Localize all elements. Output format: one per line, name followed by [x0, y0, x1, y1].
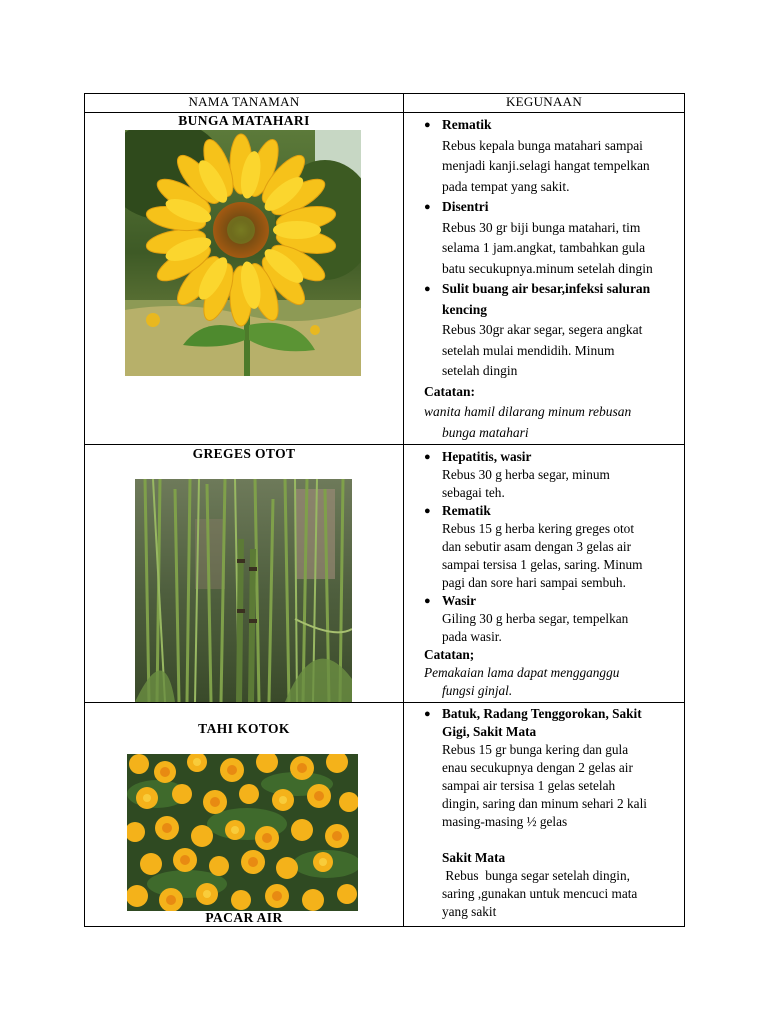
table-row: [85, 445, 685, 703]
text-line: setelah dingin: [442, 363, 518, 378]
text-line: menjadi kanji.selagi hangat tempelkan: [442, 158, 650, 173]
bullet-icon: ●: [424, 595, 431, 607]
text-line: Rebus bunga segar setelah dingin,: [442, 868, 630, 883]
text-line: pada wasir.: [442, 629, 502, 644]
text-line: bunga matahari: [442, 424, 529, 440]
text-line: Pemakaian lama dapat mengganggu: [424, 665, 620, 680]
use-heading: Wasir: [442, 593, 476, 608]
list-item: [422, 502, 678, 520]
use-heading: Rematik: [442, 117, 492, 132]
text-line: sampai tersisa 1 gelas, saring. Minum: [442, 557, 643, 572]
text-line: selama 1 jam.angkat, tambahkan gula: [442, 240, 646, 255]
list-item: [422, 279, 678, 320]
bullet-icon: ●: [424, 283, 431, 295]
use-description: [422, 320, 678, 382]
plant-cell-bunga-matahari: [85, 113, 404, 445]
text-line: pagi dan sore hari sampai sembuh.: [442, 575, 626, 590]
text-line: Rebus 15 gr bunga kering dan gula: [442, 742, 629, 757]
text-line: setelah mulai mendidih. Minum: [442, 342, 615, 358]
plant-name: GREGES OTOT: [192, 446, 296, 461]
table-row: [85, 113, 685, 445]
use-heading: Batuk, Radang Tenggorokan, Sakit: [442, 706, 642, 721]
text-line: fungsi ginjal.: [442, 683, 513, 698]
use-heading: Sakit Mata: [442, 850, 506, 865]
text-line: batu secukupnya.minum setelah dingin: [442, 260, 653, 276]
bullet-icon: ●: [424, 505, 431, 517]
text-line: wanita hamil dilarang minum rebusan: [424, 404, 632, 419]
text-line: Rebus 30gr akar segar, segera angkat: [442, 322, 643, 337]
text-line: dan sebutir asam dengan 3 gelas air: [442, 539, 632, 554]
sunflower-photo: [125, 130, 361, 376]
text-line: enau secukupnya dengan 2 gelas air: [442, 760, 633, 775]
text-line: sampai air tersisa 1 gelas setelah: [442, 778, 616, 793]
text-line: saring ,gunakan untuk mencuci mata: [442, 886, 638, 901]
text-line: sebagai teh.: [442, 485, 505, 500]
spacer: [422, 831, 678, 849]
use-heading: Rematik: [442, 503, 491, 518]
use-heading: Hepatitis, wasir: [442, 449, 532, 464]
text-line: yang sakit: [442, 904, 497, 919]
uses-cell-tahi-kotok: [404, 703, 685, 927]
uses-cell-greges-otot: [404, 445, 685, 703]
note-text: [424, 402, 678, 443]
list-item: [422, 592, 678, 610]
plant-cell-greges-otot: [85, 445, 404, 703]
list-item: [422, 115, 678, 136]
use-heading: Sulit buang air besar,infeksi saluran: [442, 281, 651, 296]
plant-cell-tahi-kotok: [85, 703, 404, 927]
text-line: Rebus 15 g herba kering greges otot: [442, 521, 635, 536]
use-description: [422, 466, 678, 502]
list-item: [422, 197, 678, 218]
use-description: [422, 867, 678, 921]
text-line: masing-masing ½ gelas: [442, 814, 568, 829]
use-heading: kencing: [442, 301, 488, 317]
list-item: [422, 705, 678, 741]
note-label: Catatan:: [424, 383, 475, 399]
marigold-photo: [127, 754, 358, 911]
list-item: [422, 448, 678, 466]
text-line: Giling 30 g herba segar, tempelkan: [442, 611, 629, 626]
bullet-icon: ●: [424, 201, 431, 213]
use-description: [422, 218, 678, 280]
uses-cell-bunga-matahari: [404, 113, 685, 445]
text-line: Rebus 30 g herba segar, minum: [442, 467, 610, 482]
use-heading: Disentri: [442, 199, 489, 214]
plant-table: [84, 93, 685, 927]
table-header-row: [85, 94, 685, 113]
horsetail-photo: [135, 479, 352, 702]
table-row: [85, 703, 685, 927]
use-description: [422, 136, 678, 198]
note-text: [424, 664, 678, 700]
note-label: Catatan;: [424, 647, 475, 662]
header-kegunaan: KEGUNAAN: [404, 94, 685, 113]
use-description: [422, 520, 678, 592]
plant-name: TAHI KOTOK: [198, 721, 290, 736]
plant-name-2: PACAR AIR: [205, 910, 283, 925]
text-line: Rebus kepala bunga matahari sampai: [442, 137, 643, 153]
use-heading: Gigi, Sakit Mata: [442, 724, 537, 739]
header-nama-tanaman: NAMA TANAMAN: [85, 94, 404, 113]
text-line: pada tempat yang sakit.: [442, 178, 570, 194]
use-description: [422, 741, 678, 831]
text-line: Rebus 30 gr biji bunga matahari, tim: [442, 219, 641, 235]
use-description: [422, 610, 678, 646]
bullet-icon: ●: [424, 708, 431, 720]
text-line: dingin, saring dan minum sehari 2 kali: [442, 796, 647, 811]
plant-name: BUNGA MATAHARI: [178, 113, 310, 128]
bullet-icon: ●: [424, 451, 431, 463]
bullet-icon: ●: [424, 119, 431, 131]
